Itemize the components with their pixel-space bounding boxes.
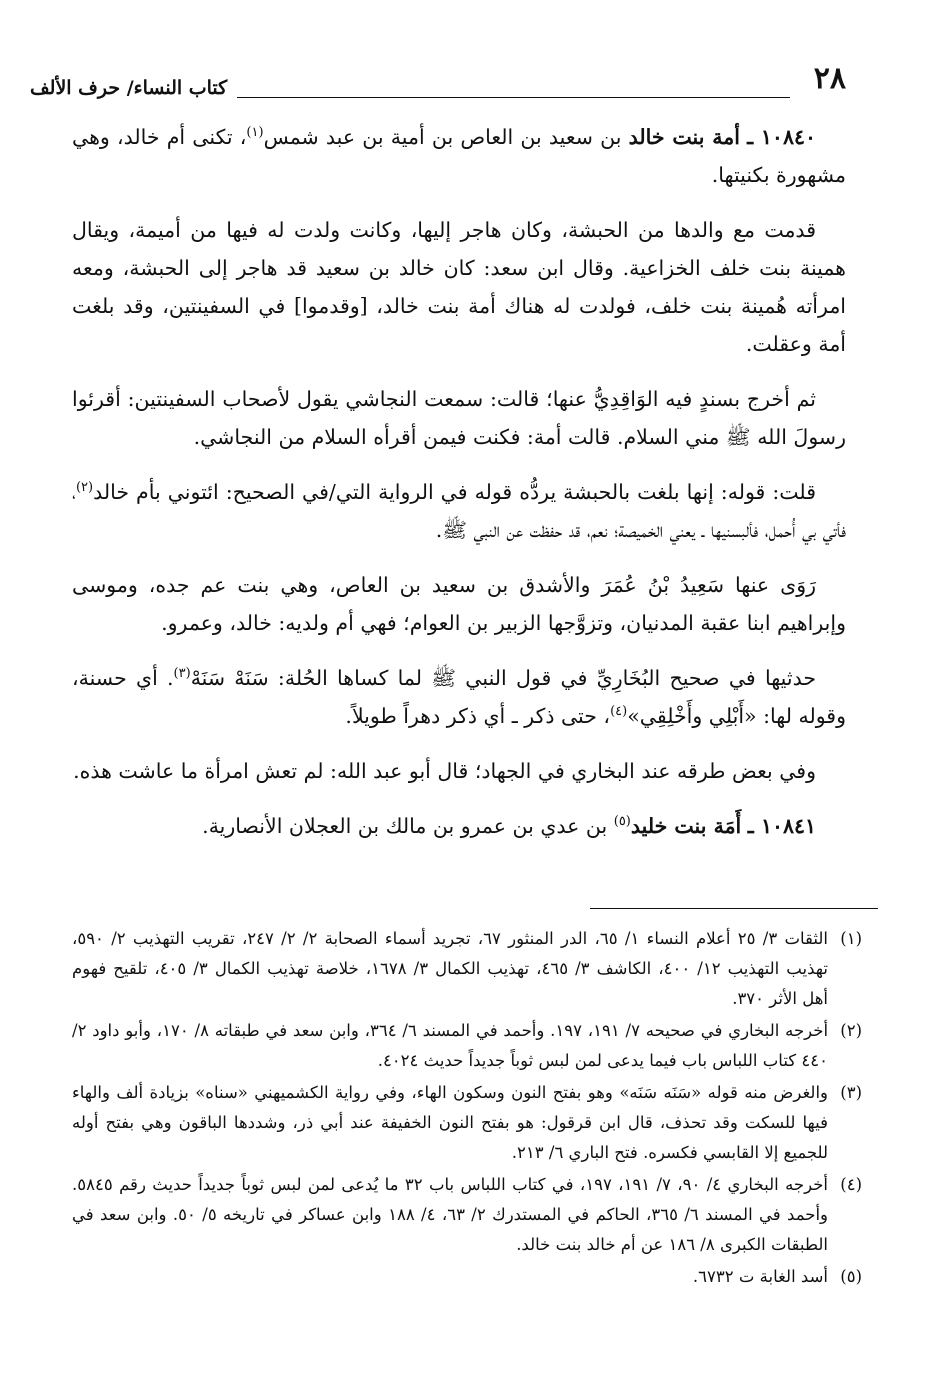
footnote-number: (١)	[840, 929, 862, 948]
footnote-ref-4: (٤)	[610, 704, 628, 720]
footnote-1	[72, 924, 862, 1014]
footnote-text: والغرض منه قوله «سَنَه سَنَه» وهو بفتح النون وسكون الهاء، وفي رواية الكشميهني «سناه» بزيادة ألف والهاء فيها للسكت وقد تحذف، قال ابن قرقول: هو بفتح النون الخفيفة عند أبي ذر، وشددها الباقون وهي بفتح أوله للجميع إلا القابسي فكسره. فتح الباري ٦/ ٢١٣.	[72, 1083, 828, 1162]
main-text	[72, 118, 846, 862]
paragraph-5: رَوَى عنها سَعِيدُ بْنُ عُمَرَ والأشدق بن سعيد بن العاص، وهي بنت عم جده، وموسى وإبراهيم ابنا عقبة المدنيان، وتزوَّجها الزبير بن العوام؛ فهي أم ولديه: خالد، وعمرو.	[72, 573, 846, 635]
paragraph-4	[72, 473, 846, 549]
footnote-3	[72, 1078, 862, 1168]
footnote-4	[72, 1170, 862, 1260]
entry-10840	[72, 118, 846, 194]
footnote-5	[72, 1262, 862, 1292]
footnote-number: (٣)	[840, 1083, 862, 1102]
entry-number: ١٠٨٤٠ ـ	[747, 125, 816, 149]
paragraph-text: حدثيها في صحيح البُخَارِيِّ في قول النبي ﷺ لما كساها الحُلة: سَنَهْ سَنَهْ	[190, 666, 816, 690]
paragraph-3: ثم أخرج بسندٍ فيه الوَاقِدِيُّ عنها؛ قالت: سمعت النجاشي يقول لأصحاب السفينتين: أقرئوا رسولَ الله ﷺ مني السلام. قالت أمة: فكنت فيمن أقرأه السلام من النجاشي.	[72, 387, 846, 449]
footnote-rule	[590, 908, 878, 909]
page-number: ٢٨	[813, 61, 846, 96]
paragraph-6	[72, 659, 846, 735]
paragraph-7: وفي بعض طرقه عند البخاري في الجهاد؛ قال أبو عبد الله: لم تعش امرأة ما عاشت هذه.	[73, 759, 816, 783]
entry-title: أَمَة بنت خليد	[630, 814, 742, 838]
running-title: كتاب النساء/ حرف الألف	[30, 77, 228, 99]
entry-number: ١٠٨٤١ ـ	[747, 814, 816, 838]
footnote-text: أخرجه البخاري ٤/ ٩٠، ٧/ ١٩١، ١٩٧، في كتاب اللباس باب ٣٢ ما يُدعى لمن لبس ثوباً جديداً حديث رقم ٥٨٤٥. وأحمد في المسند ٦/ ٣٦٥، الحاكم في المستدرك ٢/ ٦٣، ٤/ ١٨٨ وابن عساكر في تاريخه ٥/ ٥٠. وابن سعد في الطبقات الكبرى ٨/ ١٨٦ عن أم خالد بنت خالد.	[72, 1175, 829, 1254]
header-rule	[237, 79, 790, 98]
entry-10841	[72, 807, 846, 845]
footnote-number: (٥)	[840, 1267, 862, 1286]
entry-text: بن سعيد بن العاص بن أمية بن عبد شمس	[263, 125, 629, 149]
paragraph-text: قلت: قوله: إنها بلغت بالحبشة يردُّه قوله في الرواية التي/في الصحيح: ائتوني بأم خالد	[93, 480, 816, 504]
paragraph-text: ، فأتي بي أُحمل، فألبسنيها ـ يعني الخميصة؛ نعم، قد حفظت عن النبي ﷺ.	[72, 480, 846, 542]
footnote-2	[72, 1016, 862, 1076]
page-header	[30, 58, 846, 98]
footnote-text: أخرجه البخاري في صحيحه ٧/ ١٩١، ١٩٧. وأحمد في المسند ٦/ ٣٦٤، وابن سعد في طبقاته ٨/ ١٧٠، وأبو داود ٢/ ٤٤٠ كتاب اللباس باب فيما يدعى لمن لبس ثوباً جديداً حديث ٤٠٢٤.	[72, 1021, 829, 1070]
entry-title: أمة بنت خالد	[628, 125, 740, 149]
entry-text: ، تكنى أم خالد، وهي مشهورة بكنيتها.	[72, 125, 846, 187]
footnote-ref-2: (٢)	[75, 480, 94, 496]
paragraph-2: قدمت مع والدها من الحبشة، وكان هاجر إليها، وكانت ولدت له فيها من أميمة، ويقال همينة بنت خلف الخزاعية. وقال ابن سعد: كان خالد بن سعيد قد هاجر إلى الحبشة، ومعه امرأته هُمينة بنت خلف، فولدت له هناك أمة بنت خالد، [وقدموا] في السفينتين، وقد بلغت أمة وعقلت.	[72, 218, 846, 356]
entry-text: بن عدي بن عمرو بن مالك بن العجلان الأنصارية.	[202, 814, 614, 838]
footnote-text: أسد الغابة ت ٦٧٣٢.	[692, 1267, 828, 1286]
footnote-number: (٤)	[840, 1175, 862, 1194]
footnote-ref-5: (٥)	[613, 814, 631, 830]
footnote-ref-1: (١)	[246, 125, 264, 141]
footnote-number: (٢)	[840, 1021, 862, 1040]
footnotes	[72, 924, 862, 1294]
paragraph-text: . أي حسنة، وقوله لها: «أَبْلِي وأَخْلِقِي»	[72, 666, 846, 728]
footnote-ref-3: (٣)	[173, 666, 191, 682]
footnote-text: الثقات ٣/ ٢٥ أعلام النساء ١/ ٦٥، الدر المنثور ٦٧، تجريد أسماء الصحابة ٢/ ٢/ ٢٤٧، تقريب التهذيب ٢/ ٥٩٠، تهذيب التهذيب ١٢/ ٤٠٠، الكاشف ٣/ ٤٦٥، تهذيب الكمال ٣/ ١٦٧٨، خلاصة تهذيب الكمال ٣/ ٤٠٥، تلقيح فهوم أهل الأثر ٣٧٠.	[72, 929, 828, 1008]
paragraph-text: ، حتى ذكر ـ أي ذكر دهراً طويلاً.	[345, 704, 611, 728]
